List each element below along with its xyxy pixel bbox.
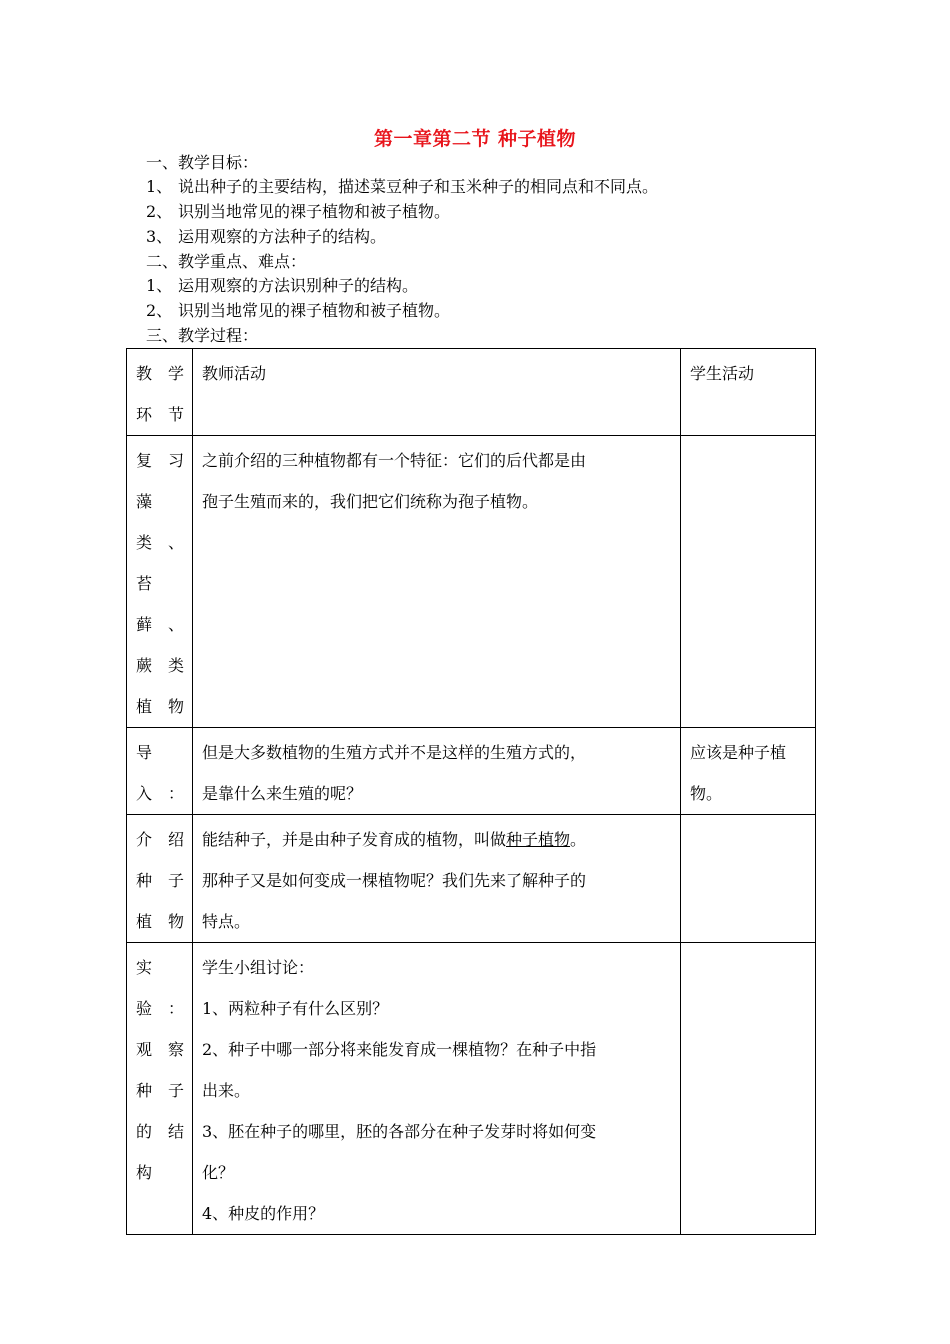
stage-cell: [127, 728, 193, 815]
teacher-text-line: 那种子又是如何变成一棵植物呢？我们先来了解种子的: [202, 871, 587, 890]
stage-line: 植物: [136, 912, 184, 931]
objectives-heading: 一、教学目标：: [146, 153, 259, 172]
stage-line: 观 察: [136, 1040, 184, 1059]
process-heading: 三、教学过程：: [146, 326, 259, 345]
teaching-process-table: [126, 348, 816, 1235]
stage-cell: [127, 943, 193, 1235]
document-title: 第一章第二节 种子植物: [373, 128, 577, 150]
stage-line: 种 子: [136, 1081, 184, 1100]
teacher-text-line: 之前介绍的三种植物都有一个特征：它们的后代都是由: [202, 451, 587, 470]
key-point-number: 2、: [146, 301, 173, 320]
stage-cell: [127, 436, 193, 728]
teacher-text-line: 化？: [202, 1163, 235, 1182]
key-point-item: [146, 274, 418, 298]
stage-line: 的 结: [136, 1122, 184, 1141]
stage-header-line: 环节: [136, 405, 184, 424]
objective-text: 运用观察的方法种子的结构。: [178, 227, 387, 246]
stage-line: 藻: [136, 492, 153, 511]
table-row: [127, 943, 816, 1235]
stage-line: 入：: [136, 784, 184, 803]
teacher-text-line: 是靠什么来生殖的呢？: [202, 784, 363, 803]
key-point-number: 1、: [146, 276, 173, 295]
table-row: [127, 728, 816, 815]
objective-number: 2、: [146, 202, 173, 221]
objective-number: 3、: [146, 227, 173, 246]
objective-text: 说出种子的主要结构，描述菜豆种子和玉米种子的相同点和不同点。: [178, 177, 659, 196]
stage-line: 实: [136, 958, 153, 977]
stage-cell: [127, 815, 193, 943]
teacher-text-line: 特点。: [202, 912, 251, 931]
stage-line: 蕨 类: [136, 656, 184, 675]
stage-line: 类 、: [136, 533, 184, 552]
stage-line: 导: [136, 743, 153, 762]
student-activity-cell: [681, 943, 816, 1235]
teacher-text-segment: 能结种子，并是由种子发育成的植物，叫做: [202, 830, 507, 849]
student-text-line: 物。: [690, 784, 723, 803]
key-term-underlined: 种子植物: [506, 830, 571, 849]
table-row: [127, 815, 816, 943]
objective-text: 识别当地常见的裸子植物和被子植物。: [178, 202, 451, 221]
teacher-text-line: 1、两粒种子有什么区别？: [202, 999, 389, 1018]
key-point-text: 识别当地常见的裸子植物和被子植物。: [178, 301, 451, 320]
objective-item: [146, 200, 450, 224]
teacher-text-line: 学生小组讨论：: [202, 958, 315, 977]
teacher-text-line: 出来。: [202, 1081, 251, 1100]
stage-header-line: 教 学: [136, 364, 184, 383]
teacher-text-line: 但是大多数植物的生殖方式并不是这样的生殖方式的，: [202, 743, 587, 762]
stage-line: 藓 、: [136, 615, 184, 634]
key-point-item: [146, 299, 450, 323]
teacher-text-segment: 。: [570, 830, 587, 849]
stage-line: 介 绍: [136, 830, 184, 849]
teacher-activity-cell: [193, 728, 681, 815]
teacher-text-line: 4、种皮的作用？: [202, 1204, 325, 1223]
key-point-text: 运用观察的方法识别种子的结构。: [178, 276, 419, 295]
student-activity-cell: [681, 815, 816, 943]
teacher-text-line: 孢子生殖而来的，我们把它们统称为孢子植物。: [202, 492, 539, 511]
table-row: [127, 436, 816, 728]
key-points-heading: 二、教学重点、难点：: [146, 252, 307, 271]
student-text-line: 应该是种子植: [690, 743, 787, 762]
teacher-text-line: 3、胚在种子的哪里，胚的各部分在种子发芽时将如何变: [202, 1122, 597, 1141]
stage-line: 验 ：: [136, 999, 184, 1018]
stage-line: 种 子: [136, 871, 184, 890]
student-activity-cell: [681, 728, 816, 815]
stage-header-cell: [127, 349, 193, 436]
teacher-text-line: [202, 819, 671, 860]
stage-line: 苔: [136, 574, 153, 593]
teacher-activity-cell: [193, 943, 681, 1235]
teacher-header-cell: 教师活动: [193, 349, 681, 436]
table-header-row: [127, 349, 816, 436]
objective-item: [146, 175, 658, 199]
teacher-activity-cell: [193, 436, 681, 728]
objective-item: [146, 225, 386, 249]
stage-line: 构: [136, 1163, 153, 1182]
student-activity-cell: [681, 436, 816, 728]
teacher-activity-cell: [193, 815, 681, 943]
student-header-cell: 学生活动: [681, 349, 816, 436]
stage-line: 复 习: [136, 451, 184, 470]
objective-number: 1、: [146, 177, 173, 196]
teacher-text-line: 2、种子中哪一部分将来能发育成一棵植物？在种子中指: [202, 1040, 597, 1059]
stage-line: 植物: [136, 697, 184, 716]
